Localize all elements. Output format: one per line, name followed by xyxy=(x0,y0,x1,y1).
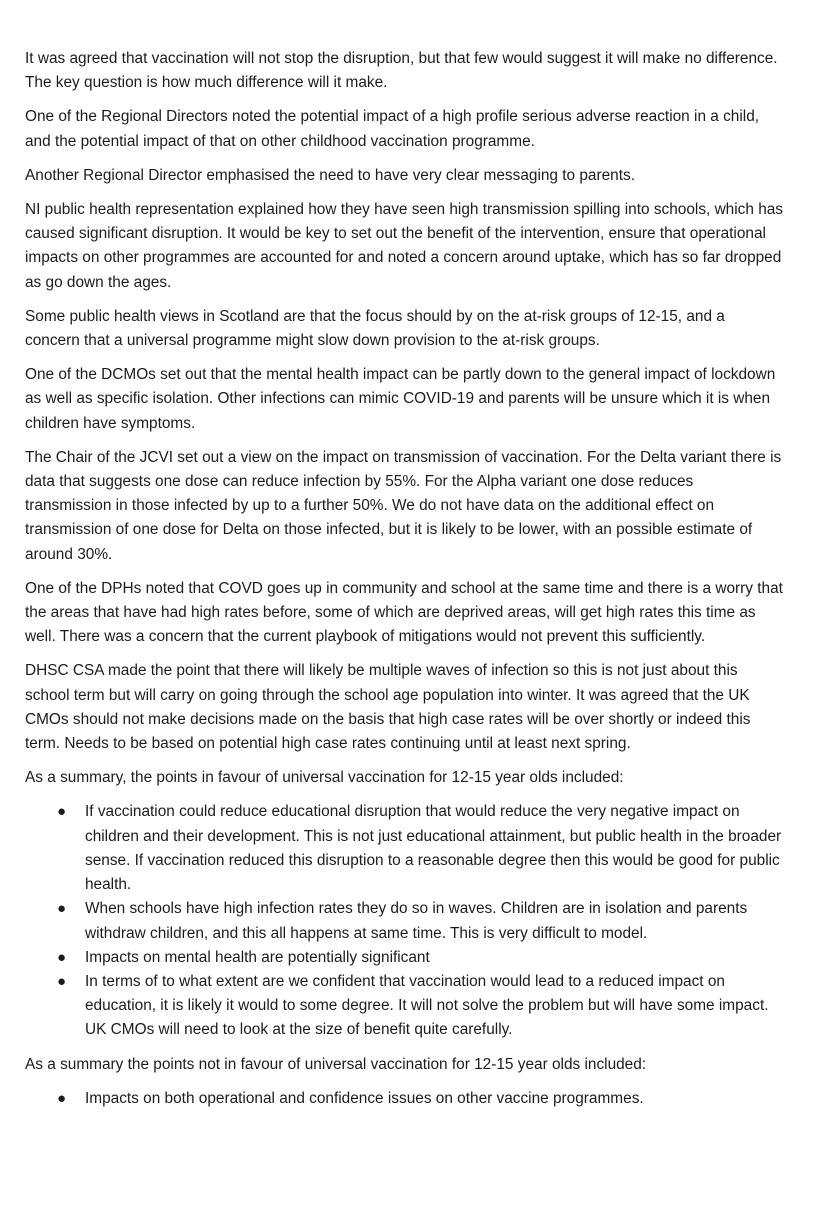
list-item xyxy=(25,897,783,945)
list-item-text: In terms of to what extent are we confident that vaccination would lead to a reduced impact on education, it is likely it would to some degree. It will not solve the problem but will have some impact. UK CMOs will need to look at the size of benefit quite carefully. xyxy=(85,972,769,1039)
paragraph-scotland-views: Some public health views in Scotland are that the focus should by on the at-risk groups of 12-15, and a concern that a universal programme might slow down provision to the at-risk groups. xyxy=(25,307,725,350)
bullet-icon: ● xyxy=(57,1089,67,1107)
summary-against-intro: As a summary the points not in favour of universal vaccination for 12-15 year olds included: xyxy=(25,1055,647,1073)
list-item-text: When schools have high infection rates they do so in waves. Children are in isolation and parents withdraw children, and this all happens at same time. This is very difficult to model. xyxy=(85,900,748,942)
list-item xyxy=(25,800,783,897)
list-item xyxy=(25,970,783,1043)
paragraph-dph-community: One of the DPHs noted that COVD goes up in community and school at the same time and there is a worry that the areas that have had high rates before, some of which are deprived areas, will get high rates this time as well. There was a concern that the current playbook of mitigations would not prevent this sufficiently. xyxy=(25,579,783,646)
bullet-icon: ● xyxy=(57,803,67,821)
list-item-text: If vaccination could reduce educational disruption that would reduce the very negative impact on children and their development. This is not just educational attainment, but public health in the broader sense. If vaccination reduced this disruption to a reasonable degree then this would be good for public health. xyxy=(85,803,782,894)
paragraph-dcmo-mental-health: One of the DCMOs set out that the mental health impact can be partly down to the general impact of lockdown as well as specific isolation. Other infections can mimic COVID-19 and parents will be unsure which it is when children have symptoms. xyxy=(25,366,776,432)
summary-favour-list xyxy=(25,800,783,1042)
paragraph-messaging-parents: Another Regional Director emphasised the need to have very clear messaging to parents. xyxy=(25,166,635,184)
summary-against-list xyxy=(25,1087,783,1111)
paragraph-adverse-reaction: One of the Regional Directors noted the potential impact of a high profile serious adverse reaction in a child, and the potential impact of that on other childhood vaccination programme. xyxy=(25,108,760,150)
paragraph-vaccination-disruption: It was agreed that vaccination will not stop the disruption, but that few would suggest it will make no difference. The key question is how much difference will it make. xyxy=(25,50,778,92)
list-item xyxy=(25,1087,783,1111)
paragraph-ni-public-health: NI public health representation explained how they have seen high transmission spilling into schools, which has caused significant disruption. It would be key to set out the benefit of the intervention, ensure that operational impacts on other programmes are accounted for and noted a concern around uptake, which has so far dropped as go down the ages. xyxy=(25,201,784,291)
bullet-icon: ● xyxy=(57,948,67,966)
list-item xyxy=(25,946,783,970)
list-item-text: Impacts on both operational and confidence issues on other vaccine programmes. xyxy=(85,1089,644,1107)
paragraph-dhsc-csa-waves: DHSC CSA made the point that there will likely be multiple waves of infection so this is not just about this school term but will carry on going through the school age population into winter. It was agreed that the UK CMOs should not make decisions made on the basis that high case rates will be over shortly or indeed this term. Needs to be based on potential high case rates continuing until at least next spring. xyxy=(25,662,751,753)
summary-favour-intro: As a summary, the points in favour of universal vaccination for 12-15 year olds included: xyxy=(25,769,624,787)
paragraph-jcvi-transmission: The Chair of the JCVI set out a view on the impact on transmission of vaccination. For the Delta variant there is data that suggests one dose can reduce infection by 55%. For the Alpha variant one dose reduces transmission in those infected by up to a further 50%. We do not have data on the additional effect on transmission of one dose for Delta on those infected, but it is likely to be lower, with an possible estimate of around 30%. xyxy=(25,448,782,563)
bullet-icon: ● xyxy=(57,900,67,918)
bullet-icon: ● xyxy=(57,972,67,990)
list-item-text: Impacts on mental health are potentially significant xyxy=(85,948,430,966)
document-page xyxy=(25,47,783,1121)
